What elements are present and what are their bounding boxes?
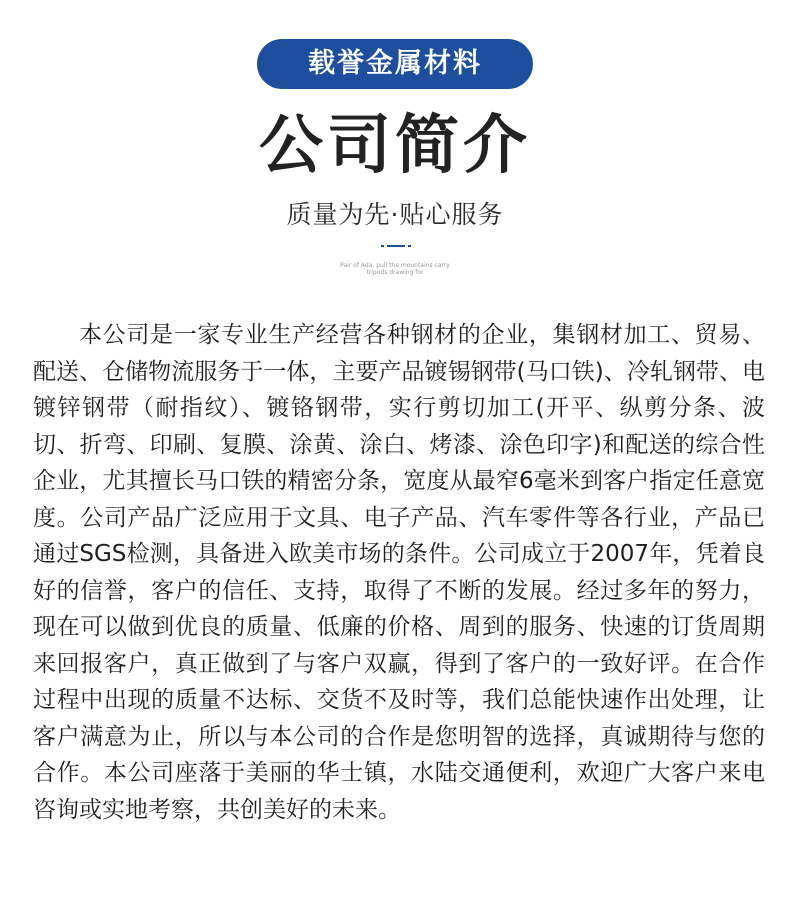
page-subtitle: 质量为先·贴心服务 [286,200,504,229]
divider-dash-center [387,245,405,247]
divider-dash-right [408,245,411,247]
divider-dash-left [381,245,384,247]
page-title: 公司简介 [259,109,531,183]
decorative-caption-line-2: tripods drawing for [366,269,424,276]
company-introduction-paragraph: 本公司是一家专业生产经营各种钢材的企业，集钢材加工、贸易、配送、仓储物流服务于一体，主要产品镀锡钢带(马口铁)、冷轧钢带、电镀锌钢带（耐指纹）、镀铬钢带，实行剪切加工(开平、纵剪分条、波切、折弯、印刷、复膜、涂黄、涂白、烤漆、涂色印字)和配送的综合性企业，尤其擅长马口铁的精密分条，宽度从最窄6毫米到客户指定任意宽度。公司产品广泛应用于文具、电子产品、汽车零件等各行业，产品已通过SGS检测，具备进入欧美市场的条件。公司成立于2007年，凭着良好的信誉，客户的信任、支持，取得了不断的发展。经过多年的努力，现在可以做到优良的质量、低廉的价格、周到的服务、快速的订货周期来回报客户，真正做到了与客户双赢，得到了客户的一致好评。在合作过程中出现的质量不达标、交货不及时等，我们总能快速作出处理，让客户满意为止，所以与本公司的合作是您明智的选择，真诚期待与您的合作。本公司座落于美丽的华士镇，水陆交通便利，欢迎广大客户来电咨询或实地考察，共创美好的未来。 [33,322,765,823]
company-name-badge: 载誉金属材料 [257,39,533,89]
title-divider [381,243,411,249]
decorative-caption-line-1: Pair of Ada, pull the mountains carry [340,262,450,269]
